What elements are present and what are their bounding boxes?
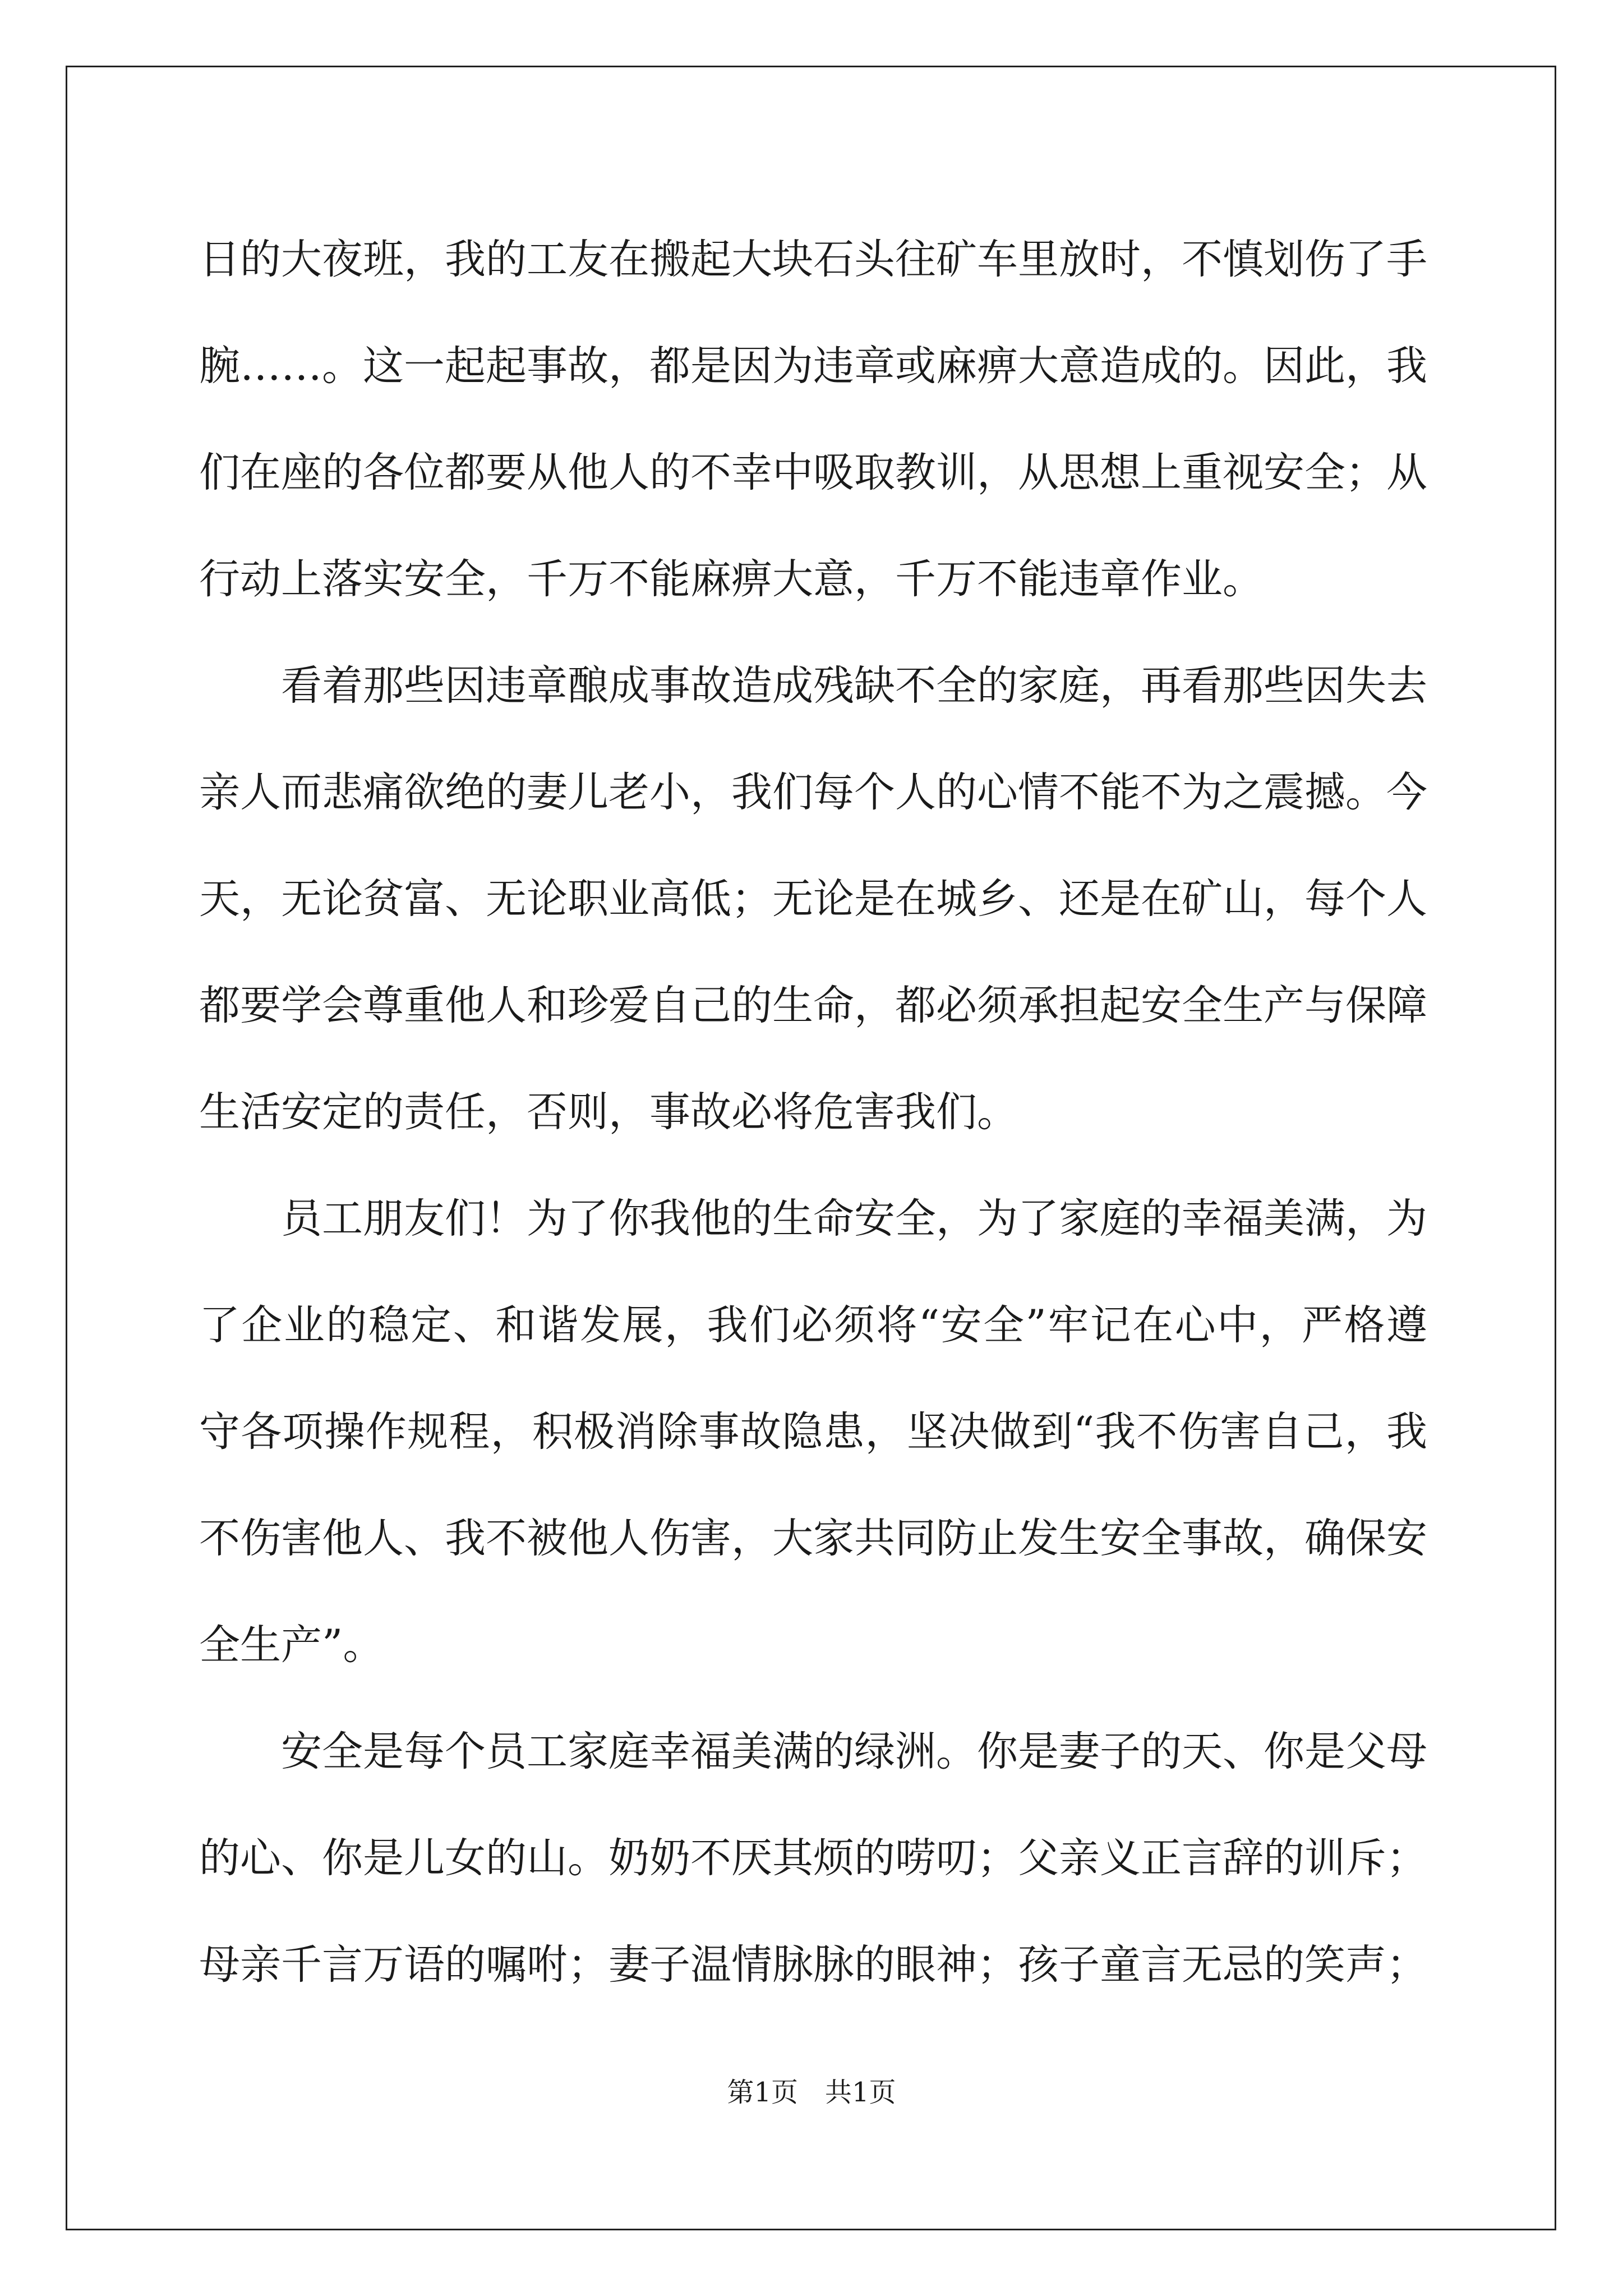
text-line: 员工朋友们！为了你我他的生命安全，为了家庭的幸福美满，为 [281,1195,1427,1243]
text-line: 亲人而悲痛欲绝的妻儿老小，我们每个人的心情不能不为之震撼。今 [199,769,1427,816]
text-line: 安全是每个员工家庭幸福美满的绿洲。你是妻子的天、你是父母 [281,1728,1427,1775]
text-line: 腕……。这一起起事故，都是因为违章或麻痹大意造成的。因此，我 [199,342,1427,390]
text-line: 全生产”。 [199,1621,384,1669]
text-line: 行动上落实安全，千万不能麻痹大意，千万不能违章作业。 [199,555,1264,603]
text-line: 的心、你是儿女的山。奶奶不厌其烦的唠叨；父亲义正言辞的训斥； [199,1834,1427,1882]
text-line: 生活安定的责任，否则，事故必将危害我们。 [199,1088,1018,1136]
text-line: 母亲千言万语的嘱咐；妻子温情脉脉的眼神；孩子童言无忌的笑声； [199,1941,1427,1989]
text-line: 都要学会尊重他人和珍爱自己的生命，都必须承担起安全生产与保障 [199,982,1427,1029]
text-line: 守各项操作规程，积极消除事故隐患，坚决做到“我不伤害自己，我 [199,1408,1427,1456]
text-line: 日的大夜班，我的工友在搬起大块石头往矿车里放时，不慎划伤了手 [199,236,1427,283]
text-line: 了企业的稳定、和谐发展，我们必须将“安全”牢记在心中，严格遵 [199,1301,1427,1349]
page-footer [0,2076,1623,2109]
page-number: 第1页 [727,2077,798,2108]
document-body [199,206,1427,2018]
text-line: 不伤害他人、我不被他人伤害，大家共同防止发生安全事故，确保安 [199,1515,1427,1562]
text-line: 看着那些因违章酿成事故造成残缺不全的家庭，再看那些因失去 [281,662,1427,710]
text-line: 们在座的各位都要从他人的不幸中吸取教训，从思想上重视安全；从 [199,449,1427,496]
page-total: 共1页 [825,2077,896,2108]
text-line: 天，无论贫富、无论职业高低；无论是在城乡、还是在矿山，每个人 [199,875,1427,923]
